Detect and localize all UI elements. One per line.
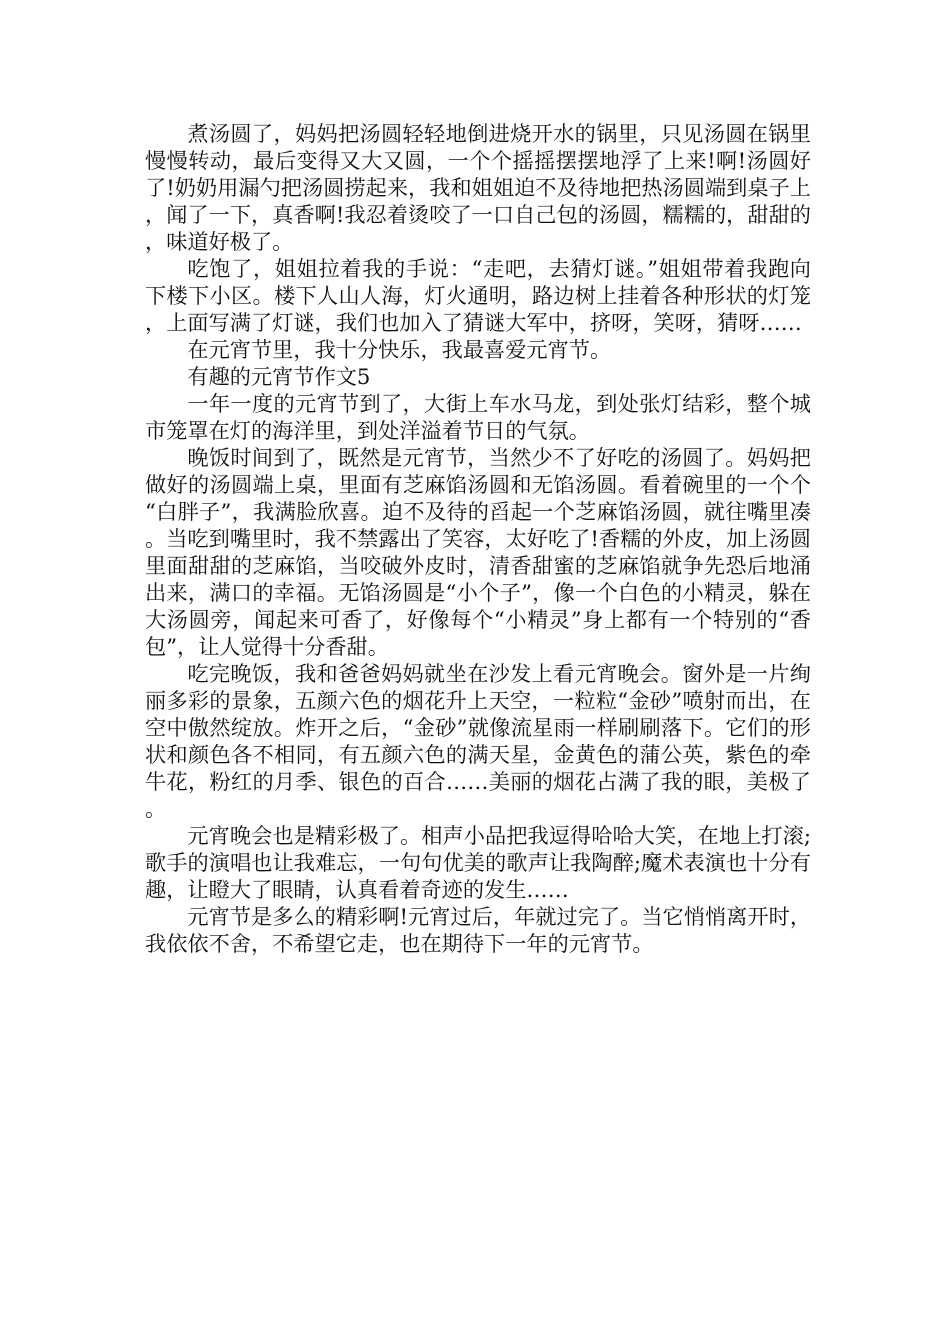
paragraph-8: 元宵节是多么的精彩啊!元宵过后，年就过完了。当它悄悄离开时，我依依不舍，不希望它走，也在期待下一年的元宵节。 <box>145 904 811 956</box>
paragraph-4: 一年一度的元宵节到了，大街上车水马龙，到处张灯结彩，整个城市笼罩在灯的海洋里，到处洋溢着节日的气氛。 <box>145 391 811 443</box>
paragraph-2: 吃饱了，姐姐拉着我的手说：“走吧，去猜灯谜。”姐姐带着我跑向下楼下小区。楼下人山人海，灯火通明，路边树上挂着各种形状的灯笼，上面写满了灯谜，我们也加入了猜谜大军中，挤呀，笑呀，猜呀…… <box>145 256 811 335</box>
section-heading: 有趣的元宵节作文5 <box>187 364 371 389</box>
paragraph-1: 煮汤圆了，妈妈把汤圆轻轻地倒进烧开水的锅里，只见汤圆在锅里慢慢转动，最后变得又大又圆，一个个摇摇摆摆地浮了上来!啊!汤圆好了!奶奶用漏勺把汤圆捞起来，我和姐姐迫不及待地把热汤圆端到桌子上，闻了一下，真香啊!我忍着烫咬了一口自己包的汤圆，糯糯的，甜甜的，味道好极了。 <box>145 121 811 254</box>
paragraph-5: 晚饭时间到了，既然是元宵节，当然少不了好吃的汤圆了。妈妈把做好的汤圆端上桌，里面有芝麻馅汤圆和无馅汤圆。看着碗里的一个个“白胖子”，我满脸欣喜。迫不及待的舀起一个芝麻馅汤圆，就往嘴里凑。当吃到嘴里时，我不禁露出了笑容，太好吃了!香糯的外皮，加上汤圆里面甜甜的芝麻馅，当咬破外皮时，清香甜蜜的芝麻馅就争先恐后地涌出来，满口的幸福。无馅汤圆是“小个子”，像一个白色的小精灵，躲在大汤圆旁，闻起来可香了，好像每个“小精灵”身上都有一个特别的“香包”，让人觉得十分香甜。 <box>145 445 811 659</box>
paragraph-3: 在元宵节里，我十分快乐，我最喜爱元宵节。 <box>187 337 612 362</box>
document-body <box>145 120 811 957</box>
paragraph-6: 吃完晚饭，我和爸爸妈妈就坐在沙发上看元宵晚会。窗外是一片绚丽多彩的景象，五颜六色的烟花升上天空，一粒粒“金砂”喷射而出，在空中傲然绽放。炸开之后，“金砂”就像流星雨一样刷刷落下。它们的形状和颜色各不相同，有五颜六色的满天星，金黄色的蒲公英，紫色的牵牛花，粉红的月季、银色的百合……美丽的烟花占满了我的眼，美极了。 <box>145 661 811 821</box>
paragraph-7: 元宵晚会也是精彩极了。相声小品把我逗得哈哈大笑，在地上打滚;歌手的演唱也让我难忘，一句句优美的歌声让我陶醉;魔术表演也十分有趣，让瞪大了眼睛，认真看着奇迹的发生…… <box>145 823 811 902</box>
